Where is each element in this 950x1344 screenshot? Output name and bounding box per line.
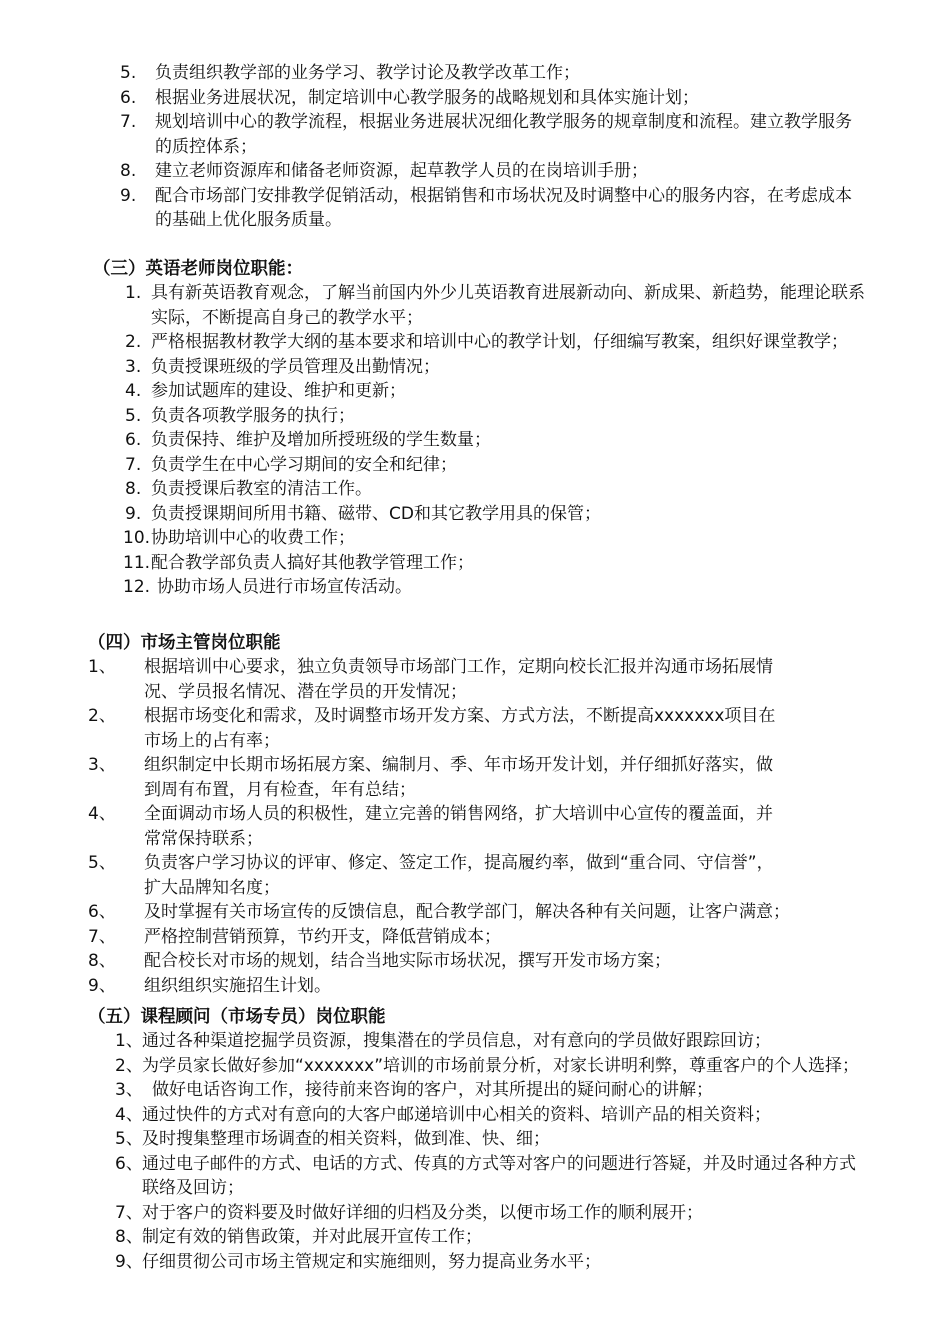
item-number: 5、	[115, 1129, 143, 1149]
item-text: 根据市场变化和需求，及时调整市场开发方案、方式方法，不断提高xxxxxxx项目在	[144, 706, 776, 726]
item-text: 制定有效的销售政策，并对此展开宣传工作；	[142, 1227, 482, 1247]
item-number: 11.	[123, 552, 151, 573]
item-number: 1、	[115, 1031, 143, 1051]
item-text: 负责保持、维护及增加所授班级的学生数量；	[151, 430, 491, 450]
list-item	[88, 851, 865, 900]
item-number: 1、	[88, 657, 116, 677]
list-item	[93, 379, 865, 404]
item-number: 3、	[115, 1080, 143, 1100]
item-number: 7.	[125, 454, 142, 475]
item-number: 9、	[88, 975, 116, 996]
item-text: 对于客户的资料要及时做好详细的归档及分类，以便市场工作的顺利展开；	[142, 1202, 703, 1223]
item-text: 根据业务进展状况，制定培训中心教学服务的战略规划和具体实施计划；	[155, 87, 699, 108]
item-number: 2.	[125, 332, 142, 352]
item-text: 具有新英语教育观念，了解当前国内外少儿英语教育进展新动向、新成果、新趋势，能理论联系实际，不断提高自身己的教学水平；	[151, 283, 865, 328]
item-number: 8、	[88, 951, 116, 971]
item-number: 7、	[88, 926, 116, 947]
item-number: 4、	[88, 804, 116, 824]
item-text: 配合教学部负责人搞好其他教学管理工作；	[151, 552, 474, 573]
item-text: 协助培训中心的收费工作；	[151, 528, 355, 548]
list-item	[93, 477, 865, 502]
item-number: 8、	[115, 1227, 143, 1247]
item-number: 6.	[125, 430, 142, 450]
list-item	[93, 330, 865, 355]
item-text: 仔细贯彻公司市场主管规定和实施细则，努力提高业务水平；	[142, 1251, 601, 1272]
item-text: 负责授课后教室的清洁工作。	[151, 479, 372, 499]
item-number: 3、	[88, 755, 116, 775]
list-item	[120, 61, 865, 86]
item-text: 负责学生在中心学习期间的安全和纪律；	[151, 454, 457, 475]
item-text: 全面调动市场人员的积极性，建立完善的销售网络，扩大培训中心宣传的覆盖面，并	[144, 804, 773, 824]
list-item	[93, 502, 865, 527]
item-number: 6、	[115, 1153, 143, 1174]
item-text: 组织制定中长期市场拓展方案、编制月、季、年市场开发计划，并仔细抓好落实，做	[144, 755, 773, 775]
list-item	[88, 753, 865, 802]
item-number: 5.	[125, 405, 142, 426]
item-text: 负责授课期间所用书籍、磁带、CD和其它教学用具的保管；	[151, 503, 601, 524]
item-text: 建立老师资源库和储备老师资源，起草教学人员的在岗培训手册；	[155, 161, 648, 181]
list-item	[120, 159, 865, 184]
market-manager-section	[88, 631, 865, 998]
item-number: 8.	[120, 161, 137, 181]
list-item	[93, 404, 865, 429]
item-number: 6、	[88, 902, 116, 922]
item-text: 参加试题库的建设、维护和更新；	[151, 381, 406, 401]
list-item	[88, 1078, 865, 1103]
item-text: 及时掌握有关市场宣传的反馈信息，配合教学部门，解决各种有关问题，让客户满意；	[144, 902, 790, 922]
item-text-continued: 况、学员报名情况、潜在学员的开发情况；	[144, 681, 467, 702]
item-number: 9、	[115, 1251, 143, 1272]
item-number: 4.	[125, 381, 142, 401]
list-item	[120, 184, 865, 233]
item-text-continued: 到周有布置，月有检查，年有总结；	[144, 779, 416, 800]
item-number: 3.	[125, 356, 142, 377]
section-heading: （四）市场主管岗位职能	[88, 633, 281, 653]
item-text: 根据培训中心要求，独立负责领导市场部门工作，定期向校长汇报并沟通市场拓展情	[144, 657, 773, 677]
list-item	[93, 575, 865, 600]
list-item	[88, 1127, 865, 1152]
item-text: 做好电话咨询工作，接待前来咨询的客户，对其所提出的疑问耐心的讲解；	[152, 1080, 713, 1100]
teaching-duties-list	[120, 61, 865, 233]
list-item	[93, 355, 865, 380]
item-number: 2、	[88, 706, 116, 726]
item-text: 负责客户学习协议的评审、修定、签定工作，提高履约率，做到“重合同、守信誉”，	[144, 853, 774, 873]
item-text: 负责各项教学服务的执行；	[151, 405, 355, 426]
list-item	[88, 1103, 865, 1128]
item-text: 负责授课班级的学员管理及出勤情况；	[151, 356, 440, 377]
item-number: 1.	[125, 283, 142, 303]
item-number: 7.	[120, 112, 137, 132]
item-number: 6.	[120, 87, 137, 108]
item-text: 组织组织实施招生计划。	[144, 975, 331, 996]
list-item	[88, 802, 865, 851]
item-text: 严格控制营销预算，节约开支，降低营销成本；	[144, 926, 501, 947]
item-text: 通过电子邮件的方式、电话的方式、传真的方式等对客户的问题进行答疑，并及时通过各种方式联络及回访；	[142, 1153, 856, 1198]
list-item	[93, 526, 865, 551]
list-item	[88, 1225, 865, 1250]
list-item	[88, 1250, 865, 1275]
item-number: 5.	[120, 63, 137, 83]
list-item	[93, 281, 865, 330]
item-number: 9.	[125, 503, 142, 524]
list-item	[88, 900, 865, 925]
list-item	[93, 428, 865, 453]
item-text: 规划培训中心的教学流程，根据业务进展状况细化教学服务的规章制度和流程。建立教学服务的质控体系；	[155, 112, 852, 157]
item-text: 严格根据教材教学大纲的基本要求和培训中心的教学计划，仔细编写教案，组织好课堂教学；	[151, 332, 848, 352]
item-number: 7、	[115, 1202, 143, 1223]
item-text-continued: 常常保持联系；	[144, 828, 263, 849]
list-item	[88, 974, 865, 999]
item-text: 配合市场部门安排教学促销活动，根据销售和市场状况及时调整中心的服务内容，在考虑成本的基础上优化服务质量。	[155, 185, 852, 230]
item-text-continued: 市场上的占有率；	[144, 730, 280, 751]
item-text: 通过各种渠道挖掘学员资源，搜集潜在的学员信息，对有意向的学员做好跟踪回访；	[142, 1031, 771, 1051]
list-item	[88, 1152, 865, 1201]
list-item	[88, 704, 865, 753]
item-text: 协助市场人员进行市场宣传活动。	[157, 577, 412, 597]
list-item	[88, 1054, 865, 1079]
list-item	[88, 655, 865, 704]
item-text: 配合校长对市场的规划，结合当地实际市场状况，撰写开发市场方案；	[144, 951, 671, 971]
list-item	[93, 453, 865, 478]
english-teacher-section	[93, 257, 865, 600]
section-heading: （五）课程顾问（市场专员）岗位职能	[88, 1007, 386, 1027]
list-item	[88, 949, 865, 974]
list-item	[93, 551, 865, 576]
list-item	[120, 86, 865, 111]
list-item	[88, 1029, 865, 1054]
list-item	[120, 110, 865, 159]
section-heading: （三）英语老师岗位职能：	[93, 259, 303, 279]
item-number: 10.	[123, 528, 151, 548]
item-text: 负责组织教学部的业务学习、教学讨论及教学改革工作；	[155, 63, 580, 83]
item-number: 5、	[88, 853, 116, 873]
item-number: 8.	[125, 479, 142, 499]
item-number: 4、	[115, 1104, 143, 1125]
list-item	[88, 925, 865, 950]
item-number: 9.	[120, 185, 137, 206]
item-number: 2、	[115, 1055, 143, 1076]
item-text: 及时搜集整理市场调查的相关资料，做到准、快、细；	[142, 1129, 550, 1149]
item-number: 12.	[123, 577, 151, 597]
list-item	[88, 1201, 865, 1226]
item-text: 为学员家长做好参加“xxxxxxx”培训的市场前景分析，对家长讲明利弊，尊重客户的个人选择；	[142, 1055, 860, 1076]
course-consultant-section	[88, 1005, 865, 1274]
item-text-continued: 扩大品牌知名度；	[144, 877, 280, 898]
item-text: 通过快件的方式对有意向的大客户邮递培训中心相关的资料、培训产品的相关资料；	[142, 1104, 771, 1125]
